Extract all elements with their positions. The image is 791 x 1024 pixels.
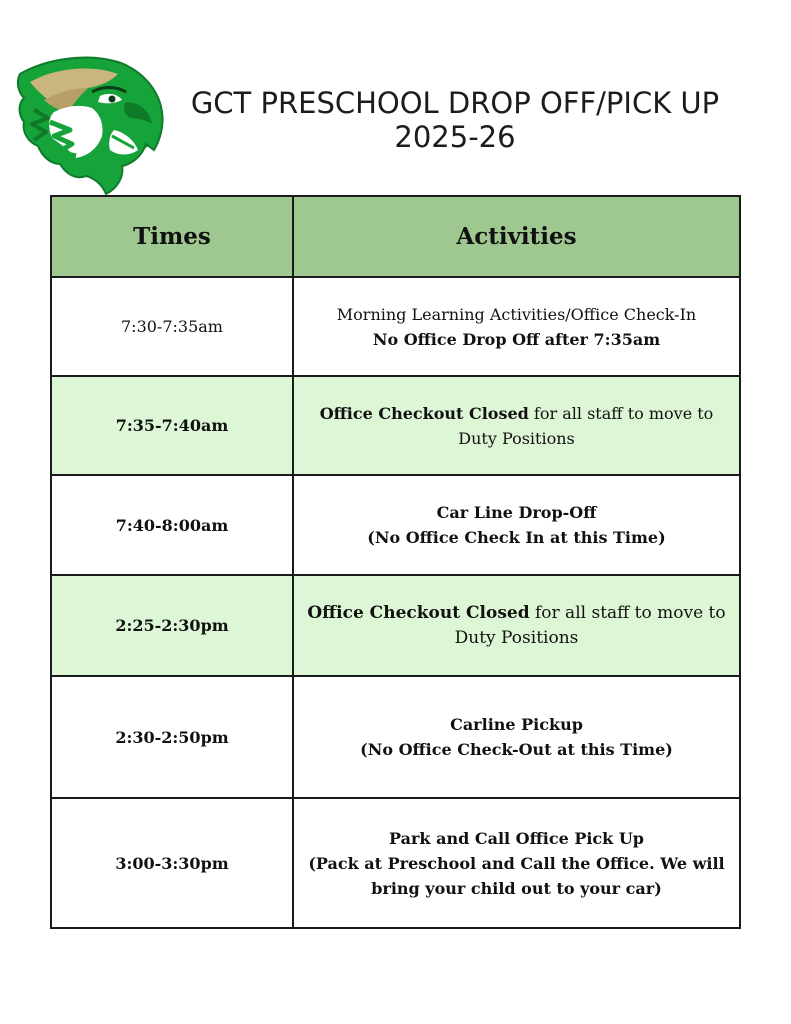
table-header-row xyxy=(51,196,740,277)
activity-note: (Pack at Preschool and Call the Office. We will bring your child out to your car) xyxy=(308,853,725,898)
activity-text: for all staff to move to Duty Positions xyxy=(458,403,714,448)
activity-cell xyxy=(293,575,740,676)
schedule-table xyxy=(50,195,741,929)
activity-text: for all staff to move to Duty Positions xyxy=(454,602,726,648)
activity-text: Car Line Drop-Off xyxy=(436,503,597,522)
time-cell: 7:35-7:40am xyxy=(51,376,293,475)
activity-text: Park and Call Office Pick Up xyxy=(389,828,644,848)
activity-cell xyxy=(293,277,740,376)
title-line-2: 2025-26 xyxy=(394,120,516,154)
falcon-mascot-logo xyxy=(14,52,166,197)
activity-note: (No Office Check-Out at this Time) xyxy=(360,740,673,759)
time-cell: 7:40-8:00am xyxy=(51,475,293,575)
table-row xyxy=(51,376,740,475)
activity-text: Morning Learning Activities/Office Check-In xyxy=(336,304,697,324)
activity-cell xyxy=(293,676,740,798)
table-row xyxy=(51,798,740,928)
page-title xyxy=(165,86,745,154)
table-row xyxy=(51,676,740,798)
time-cell: 7:30-7:35am xyxy=(51,277,293,376)
table-row xyxy=(51,277,740,376)
time-cell: 2:25-2:30pm xyxy=(51,575,293,676)
activity-cell xyxy=(293,475,740,575)
activities-column-header: Activities xyxy=(293,196,740,277)
table-row xyxy=(51,575,740,676)
table-row xyxy=(51,475,740,575)
times-column-header: Times xyxy=(51,196,293,277)
activity-cell xyxy=(293,376,740,475)
activity-note: (No Office Check In at this Time) xyxy=(367,528,666,547)
activity-emphasis: Office Checkout Closed xyxy=(319,403,529,423)
title-line-1: GCT PRESCHOOL DROP OFF/PICK UP xyxy=(190,86,720,120)
activity-note: No Office Drop Off after 7:35am xyxy=(372,329,661,349)
activity-cell xyxy=(293,798,740,928)
activity-emphasis: Office Checkout Closed xyxy=(307,602,530,623)
time-cell: 3:00-3:30pm xyxy=(51,798,293,928)
activity-text: Carline Pickup xyxy=(450,715,583,734)
time-cell: 2:30-2:50pm xyxy=(51,676,293,798)
